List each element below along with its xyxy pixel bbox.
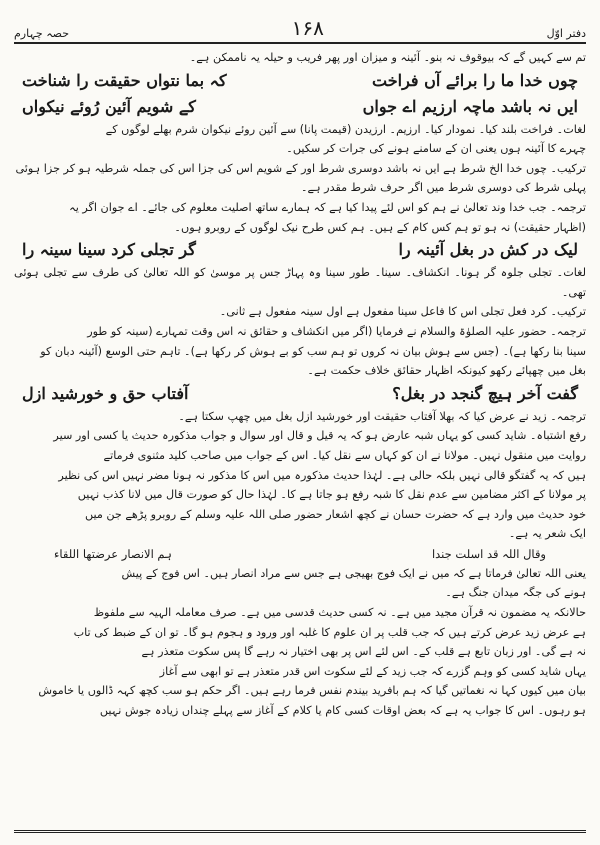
text-line: نہ ہے گی۔ اور زبان تابع ہے قلب کے۔ اس لئے اس پر بھی اختیار نہ رہے گا پس سکوت متعذر ہے [141,645,586,659]
text-line: بغل میں چھپائے رکھو کیونکہ اظہار حقائق خلاف حکمت ہے۔ [307,364,586,378]
verse-first-hemistich: ایں نہ باشد ماچہ ارزیم اے جواں [362,96,578,116]
footer-rule [14,830,586,833]
book-title: دفتر اوّل [546,27,586,40]
verse-second-hemistich: ہم الانصار عرضتھا اللقاء [54,546,172,561]
verse [14,544,586,564]
text-line: ترکیب۔ چوں خدا الخ شرط ہے ایں نہ باشد دوسری شرط اور کے شویم اس کی جزا اس کی جملہ شرطیہ ہو کر جزا ہوئی [15,161,586,175]
section-title: حصہ چہارم [14,27,69,40]
header-rule [14,42,586,44]
verse-first-hemistich: وقال اللہ قد اسلت جندا [431,546,546,561]
text-line: رفع اشتباہ۔ شاید کسی کو یہاں شبہ عارض ہو کہ یہ قیل و قال اور سوال و جواب مذکورہ حدیث یا کسی اور سیر [53,429,586,443]
page-header [14,10,586,40]
text-line: ہونے کی جگہ میدان جنگ ہے۔ [445,586,586,600]
text-line: یعنی اللہ تعالیٰ فرماتا ہے کہ میں نے ایک فوج بھیجی ہے جس سے مراد انصار ہیں۔ اس فوج کے پیش [121,566,586,580]
text-line: ہے عرض زید عرض کرتے ہیں کہ جب قلب پر ان علوم کا غلبہ اور ورود و ہجوم ہو گا۔ تو ان کے ضبط کی تاب [73,625,586,639]
text-line: بیان میں کیوں کہا نہ نغماتیں گیا کہ ہم بافرید بیندم نفس فرما رہے ہیں۔ اگر حکم ہو سب کچھ کہہ ڈالوں یا خاموش [38,684,586,698]
verse-first-hemistich: لیک در کش در بغل آئینہ را [398,240,578,260]
page-content [14,48,586,721]
verse-second-hemistich: آفتاب حق و خورشید ازل [22,383,189,403]
text-line: تم سے کہیں گے کہ بیوقوف نہ بنو۔ آئینہ و میزان اور پھر فریب و حیلہ یہ ناممکن ہے۔ [189,51,586,64]
text-line: حالانکہ یہ مضمون نہ قرآن مجید میں ہے۔ نہ کسی حدیث قدسی میں ہے۔ صرف معاملہ الہیہ سے ملفوظ [93,606,586,620]
verse-second-hemistich: گر تجلی کرد سینا سینہ را [22,240,196,260]
text-line: ترکیب۔ کرد فعل تجلی اس کا فاعل سینا مفعول ہے اول سینہ مفعول ہے ثانی۔ [219,305,586,319]
text-line: ترجمہ۔ زید نے عرض کیا کہ بھلا آفتاب حقیقت اور خورشید ازل بغل میں چھپ سکتا ہے۔ [178,409,586,423]
page-number: ۱۶۸ [291,16,324,40]
text-line: پر مولانا کے اکثر مضامین سے عدم نقل کا شبہ رفع ہو جاتا ہے کا۔ لہٰذا حال کو صورت قال میں لانا کذب نہیں [77,488,586,502]
text-line: خود حدیث میں وارد ہے کہ حضرت حسان نے کچھ اشعار حضور صلی اللہ علیہ وسلم کے روبرو پڑھے جن میں [84,507,586,521]
text-line: لغات۔ تجلی جلوہ گر ہونا۔ انکشاف۔ سینا۔ طور سینا وہ پہاڑ جس پر موسیٰ کو اللہ تعالیٰ کی طرف سے تجلی ہوئی تھی۔ [14,266,586,299]
verse-first-hemistich: گفت آخر ہیچ گنجد در بغل؟ [392,383,578,403]
text-line: روایت میں منقول نہیں۔ مولانا نے ان کو کہاں سے نقل کیا۔ اس کے جواب میں صاحب کلید مثنوی فرماتے [103,448,586,462]
text-line: چہرے کا آئینہ ہوں یعنی ان کے سامنے ہونے کی جرات کر سکیں۔ [286,142,586,156]
verse [14,68,586,94]
verse-second-hemistich: کہ بما نتواں حقیقت را شناخت [22,70,227,90]
verse-first-hemistich: چوں خدا ما را برائے آں فراخت [372,70,578,90]
text-line: ترجمہ۔ جب خدا وند تعالیٰ نے ہم کو اس لئے پیدا کیا ہے کہ ہمارے ساتھ اصلیت معلوم کی جائے۔ اے جوان اگر یہ [69,200,586,214]
text-line: لغات۔ فراخت بلند کیا۔ نمودار کیا۔ ارزیم۔ ارزیدن (قیمت پانا) سے آئین روئے نیکوان شرم بھلے لوگوں کے [105,122,586,136]
verse [14,237,586,263]
text-line: ترجمہ۔ حضور علیہ الصلوٰۃ والسلام نے فرمایا (اگر میں انکشاف و حقائق نہ اس وقت تمہارے (سینہ کو طور [87,324,586,338]
verse-second-hemistich: کے شویم آئین رُوئے نیکواں [22,96,196,116]
verse [14,381,586,407]
text-line: ہو رہوں۔ اس کا جواب یہ ہے کہ بعض اوقات کسی کام یا کلام کے آغاز سے پہلے چنداں زیادہ جوش نہیں [99,704,586,718]
text-line: پہلی شرط کی دوسری شرط میں اگر حرف شرط مقدر ہے۔ [300,181,586,195]
text-line: ایک شعر یہ ہے۔ [508,527,586,541]
text-line: سینا بنا رکھا ہے)۔ (جس سے ہوش بیان نہ کروں تو ہم سب کو بے ہوش کر رکھا ہے)۔ تاہم حتی الوسع (آئینہ دبان کو [40,344,586,358]
text-line: یہاں شاید کسی کو وہم گزرے کہ جب زید کے لئے سکوت اس قدر متعذر ہے تو ابھی سے آغاز [159,664,586,678]
text-line: ہیں کہ یہ گفتگو قالی نہیں بلکہ حالی ہے۔ لہٰذا حدیث مذکورہ میں اس کا مذکور نہ ہونا مضر نہیں اس کی نظیر [58,468,586,482]
text-line: (اظہار حقیقت) نہ ہو تو ہم کس کام کے ہیں۔ ہم کس طرح نیک لوگوں کے روبرو ہوں۔ [174,220,586,234]
verse [14,94,586,120]
